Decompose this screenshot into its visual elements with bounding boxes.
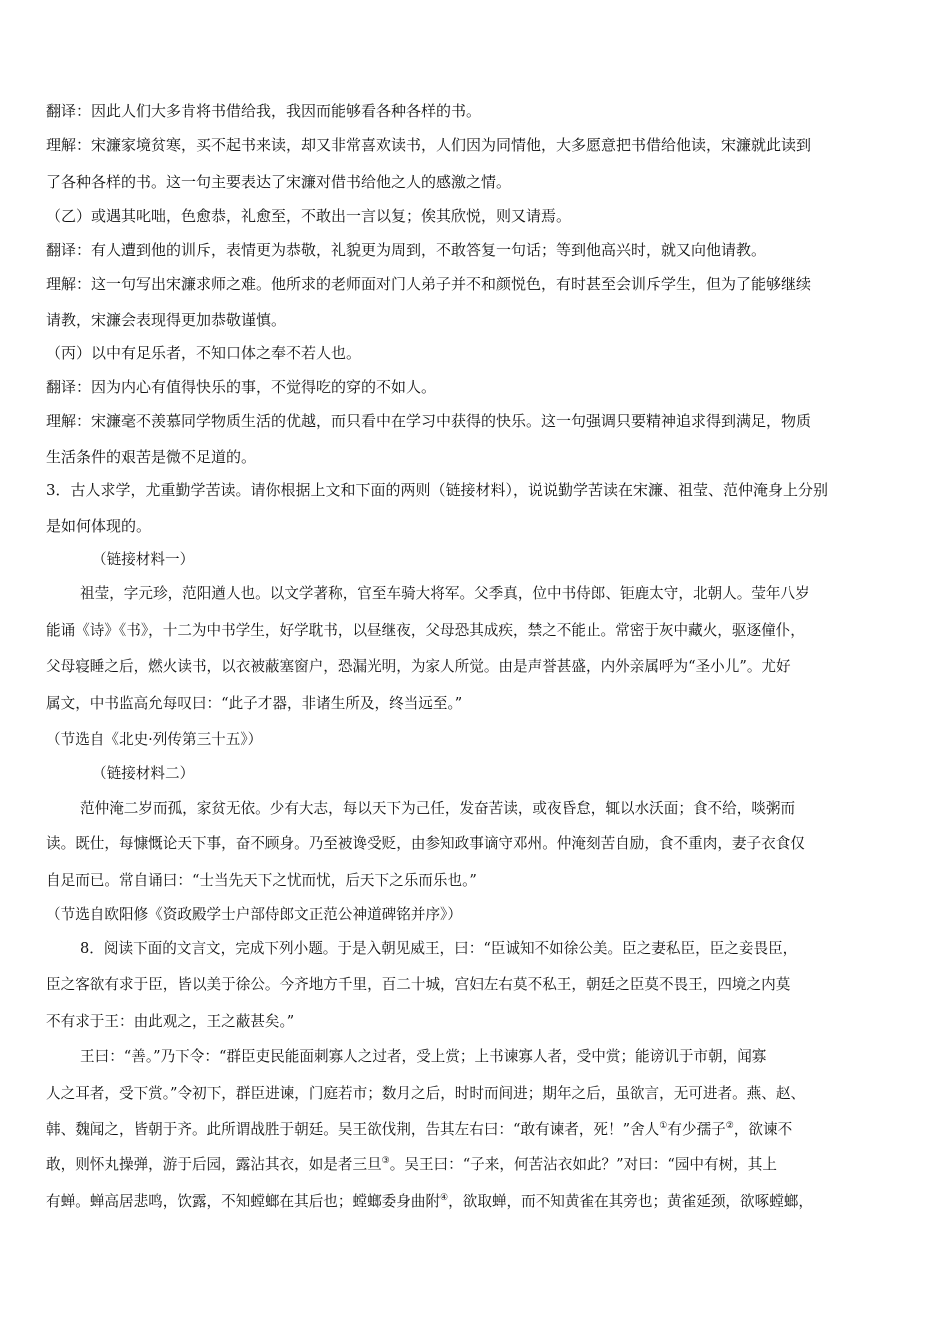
text-line: 臣之客欲有求于臣，皆以美于徐公。今齐地方千里，百二十城，宫妇左右莫不私王，朝廷之臣莫不畏王，四境之内莫 <box>46 976 791 993</box>
text-line: 王曰：“善。”乃下令：“群臣吏民能面刺寡人之过者，受上赏；上书谏寡人者，受中赏；能谤讥于市朝，闻寡 <box>80 1048 767 1065</box>
text-line: 父母寝睡之后，燃火读书，以衣被蔽塞窗户，恐漏光明，为家人所觉。由是声誉甚盛，内外亲属呼为“圣小儿”。尤好 <box>46 658 791 675</box>
text-line: 有蝉。蝉高居悲鸣，饮露，不知螳螂在其后也；螳螂委身曲附④，欲取蝉，而不知黄雀在其旁也；黄雀延颈，欲啄螳螂， <box>46 1193 813 1210</box>
text-line: 翻译：因此人们大多肯将书借给我，我因而能够看各种各样的书。 <box>46 102 482 120</box>
link-material-2-heading: （链接材料二） <box>92 765 195 782</box>
text-line: 韩、魏闻之，皆朝于齐。此所谓战胜于朝廷。吴王欲伐荆，告其左右曰：“敢有谏者，死！”舍人①有少孺子②，欲谏不 <box>46 1121 793 1138</box>
link-material-1-heading: （链接材料一） <box>92 551 195 568</box>
footnote-marker: ② <box>725 1121 734 1131</box>
text-line: 理解：这一句写出宋濂求师之难。他所求的老师面对门人弟子并不和颜悦色，有时甚至会训斥学生，但为了能够继续 <box>46 275 812 293</box>
text-line: 生活条件的艰苦是微不足道的。 <box>46 448 257 466</box>
text-line: 翻译：因为内心有值得快乐的事，不觉得吃的穿的不如人。 <box>46 378 437 396</box>
text-line: 翻译：有人遭到他的训斥，表情更为恭敬，礼貌更为周到，不敢答复一句话；等到他高兴时，就又向他请教。 <box>46 241 767 259</box>
footnote-marker: ① <box>659 1121 668 1131</box>
question-8: 8．阅读下面的文言文，完成下列小题。于是入朝见威王，曰：“臣诚知不如徐公美。臣之妻私臣，臣之妾畏臣， <box>80 940 798 957</box>
source-citation: （节选自欧阳修《资政殿学士户部侍郎文正范公神道碑铭并序》） <box>46 906 462 923</box>
text-line: 属文，中书监高允每叹曰：“此子才器，非诸生所及，终当远至。” <box>46 695 463 712</box>
text-line: 是如何体现的。 <box>46 517 152 535</box>
text-line: 不有求于王：由此观之，王之蔽甚矣。” <box>46 1013 295 1030</box>
text-line: 读。既仕，每慷慨论天下事，奋不顾身。乃至被谗受贬，由参知政事谪守邓州。仲淹刻苦自励，食不重肉，妻子衣食仅 <box>46 835 805 852</box>
text-line: 请教，宋濂会表现得更加恭敬谨慎。 <box>46 311 287 329</box>
text-line: 范仲淹二岁而孤，家贫无依。少有大志，每以天下为己任，发奋苦读，或夜昏怠，辄以水沃面；食不给，啖粥而 <box>80 800 796 817</box>
text-line: 自足而已。常自诵曰：“士当先天下之忧而忧，后天下之乐而乐也。” <box>46 872 477 889</box>
source-citation: （节选自《北史·列传第三十五》） <box>46 731 263 748</box>
text-line: 祖莹，字元珍，范阳遒人也。以文学著称，官至车骑大将军。父季真，位中书侍郎、钜鹿太守，北朝人。莹年八岁 <box>80 585 810 602</box>
text-line: 了各种各样的书。这一句主要表达了宋濂对借书给他之人的感激之情。 <box>46 173 512 191</box>
footnote-marker: ③ <box>381 1156 390 1166</box>
footnote-marker: ④ <box>440 1193 449 1203</box>
text-line: （丙）以中有足乐者，不知口体之奉不若人也。 <box>46 344 362 362</box>
text-line: 人之耳者，受下赏。”令初下，群臣进谏，门庭若市；数月之后，时时而间进；期年之后，虽欲言，无可进者。燕、赵、 <box>46 1085 806 1102</box>
text-line: 理解：宋濂毫不羡慕同学物质生活的优越，而只看中在学习中获得的快乐。这一句强调只要精神追求得到满足，物质 <box>46 412 812 430</box>
text-line: 敢，则怀丸操弹，游于后园，露沾其衣，如是者三旦③。吴王曰：“子来，何苦沾衣如此？”对曰：“园中有树，其上 <box>46 1156 777 1173</box>
question-3: 3．古人求学，尤重勤学苦读。请你根据上文和下面的两则（链接材料），说说勤学苦读在宋濂、祖莹、范仲淹身上分别 <box>46 481 829 499</box>
text-line: 理解：宋濂家境贫寒，买不起书来读，却又非常喜欢读书，人们因为同情他，大多愿意把书借给他读，宋濂就此读到 <box>46 136 812 154</box>
text-line: （乙）或遇其叱咄，色愈恭，礼愈至，不敢出一言以复；俟其欣悦，则又请焉。 <box>46 207 572 225</box>
text-line: 能诵《诗》《书》，十二为中书学生，好学耽书，以昼继夜，父母恐其成疾，禁之不能止。常密于灰中藏火，驱逐僮仆， <box>46 622 805 639</box>
